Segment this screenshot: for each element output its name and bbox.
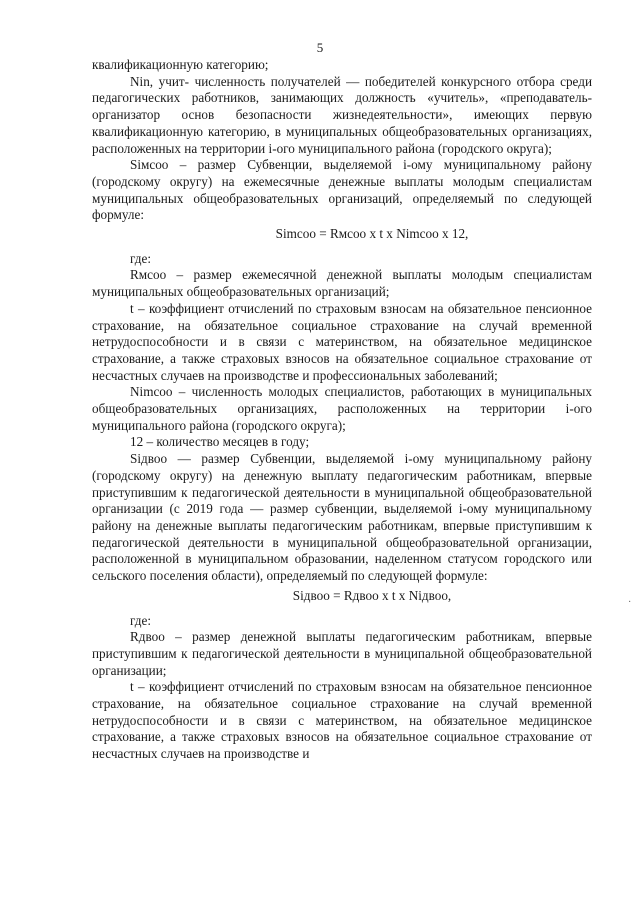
formula-first-time-teachers: Siдвоо = Rдвоо x t x Niдвоо, [292,587,452,603]
document-body [92,57,592,763]
paragraph-n-teachers-definition: Nin, учит- численность получателей — победителей конкурсного отбора среди педагогических работников, занимающих должность «учитель», «преподаватель-организатор основ безопасности жизнедеятельности», имеющих первую квалификационную категорию, в муниципальных общеобразовательных организациях, расположенных на территории i-ого муниципального района (городского округа); [92,73,592,156]
where-label: где: [130,612,151,628]
paragraph-r-first-time-payment: Rдвоо – размер денежной выплаты педагогическим работникам, впервые приступившим к педагогической деятельности в муниципальной общеобразовательной организации; [92,629,592,678]
formula-young-specialists: Simсоо = Rмсоо x t x Nimсоо x 12, [275,226,469,242]
paragraph-t-coefficient: t – коэффициент отчислений по страховым взносам на обязательное пенсионное страхование, на обязательное социальное страхование на случай временной нетрудоспособности и в связи с материнством, на обязательное медицинское страхование, а также страховых взносов на обязательное социальное страхование от несчастных случаев на производстве и [92,679,592,762]
paragraph-s-young-specialists: Siмсоо – размер Субвенции, выделяемой i-ому муниципальному району (городскому округу) на ежемесячные денежные выплаты молодым специалистам муниципальных общеобразовательных организаций, определяемый по следующей формуле: [92,157,592,223]
paragraph-s-first-time-teachers: Siдвоо — размер Субвенции, выделяемой i-ому муниципальному району (городскому округу) на денежную выплату педагогическим работникам, впервые приступившим к педагогической деятельности в муниципальной общеобразовательной организации (с 2019 года — размер субвенции, выделяемой i-ому муниципальному району на денежные выплаты педагогическим работникам, впервые приступившим к педагогической деятельности в муниципальной общеобразовательной организации, расположенной в муниципальном образовании, наделенном статусом городского или сельского поселения области), определяемый по следующей формуле: [92,451,592,584]
scan-edge-mark: · [628,597,632,608]
where-label: где: [130,250,151,266]
page-number: 5 [316,40,324,55]
paragraph-n-young-specialists: Nimсоо – численность молодых специалистов, работающих в муниципальных общеобразовательных организациях, расположенных на территории i-ого муниципального района (городского округа); [92,384,592,433]
paragraph-r-monthly-payment: Rмсоо – размер ежемесячной денежной выплаты молодым специалистам муниципальных общеобразовательных организаций; [92,267,592,300]
paragraph-continuation: квалификационную категорию; [92,57,269,72]
paragraph-months-in-year: 12 – количество месяцев в году; [130,434,310,450]
paragraph-t-coefficient: t – коэффициент отчислений по страховым взносам на обязательное пенсионное страхование, на обязательное социальное страхование на случай временной нетрудоспособности и в связи с материнством, на обязательное медицинское страхование, а также страховых взносов на обязательное социальное страхование от несчастных случаев на производстве и профессиональных заболеваний; [92,300,592,383]
